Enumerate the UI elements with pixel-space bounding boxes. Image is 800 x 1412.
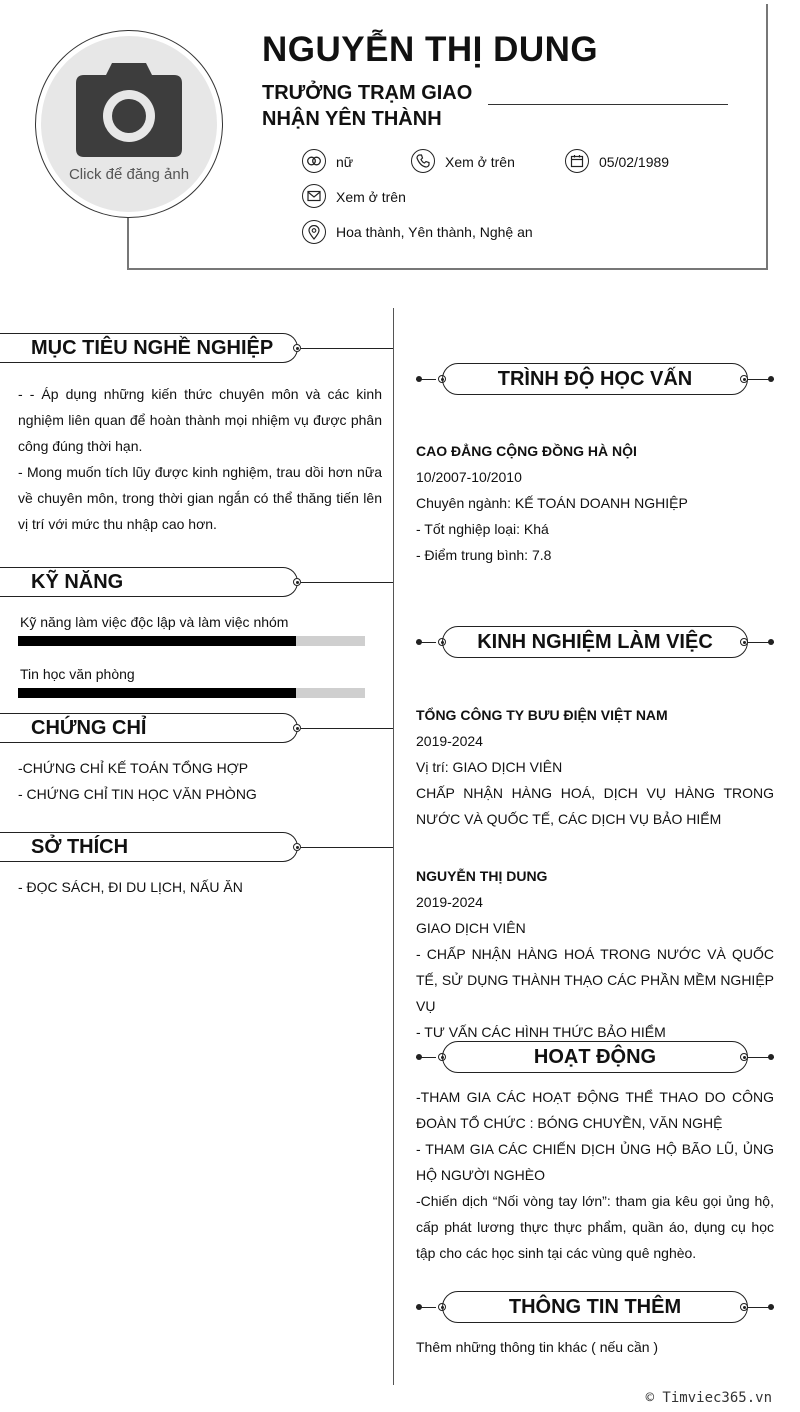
objective-text [18,381,382,537]
objective-paragraph-1: - - Áp dụng những kiến thức chuyên môn và các kinh nghiệm liên quan để hoàn thành mọi nhiệm vụ được phân công đúng thời hạn. [18,386,382,454]
activity-item: -THAM GIA CÁC HOẠT ĐỘNG THỂ THAO DO CÔNG ĐOÀN TỔ CHỨC : BÓNG CHUYỀN, VĂN NGHỆ [416,1089,774,1131]
skill-bar-track [18,636,365,646]
job-description: - TƯ VẤN CÁC HÌNH THỨC BẢO HIỂM [416,1024,666,1040]
title-underline [488,104,728,105]
hobbies-title: SỞ THÍCH [31,836,129,858]
avatar-upload[interactable] [35,30,223,218]
education-entry [416,438,774,568]
job-title [262,80,482,132]
address-value: Hoa thành, Yên thành, Nghệ an [336,224,533,240]
job-period: 2019-2024 [416,894,483,910]
hobbies-text: - ĐỌC SÁCH, ĐI DU LỊCH, NẤU ĂN [18,879,243,895]
email-icon [302,184,326,208]
certificate-item: -CHỨNG CHỈ KẾ TOÁN TỔNG HỢP [18,760,249,776]
location-icon [302,220,326,244]
activities-title: HOẠT ĐỘNG [442,1041,748,1073]
skill-bar-fill [18,636,296,646]
job-description: - CHẤP NHẬN HÀNG HOÁ TRONG NƯỚC VÀ QUỐC TẾ, SỬ DỤNG THÀNH THẠO CÁC PHẦN MỀM NGHIỆP VỤ [416,946,774,1014]
candidate-name: NGUYỄN THỊ DUNG [262,30,599,69]
hobbies-section-header [0,832,393,864]
certificates-section-header [0,713,393,745]
email-value: Xem ở trên [336,189,406,205]
header-frame-left-edge [127,210,129,270]
job-position: GIAO DỊCH VIÊN [416,920,526,936]
phone-value: Xem ở trên [445,154,515,170]
avatar-caption: Click để đăng ảnh [68,166,190,183]
skill-bar-fill [18,688,296,698]
extra-title: THÔNG TIN THÊM [442,1291,748,1323]
job-title-line-1: TRƯỞNG TRẠM GIAO [262,82,473,104]
job-period: 2019-2024 [416,733,483,749]
company-name: NGUYỄN THỊ DUNG [416,868,548,884]
job-title-line-2: NHẬN YÊN THÀNH [262,108,442,130]
experience-title: KINH NGHIỆM LÀM VIỆC [442,626,748,658]
job-position: Vị trí: GIAO DỊCH VIÊN [416,759,563,775]
gender-icon [302,149,326,173]
activity-item: - THAM GIA CÁC CHIẾN DỊCH ỦNG HỘ BÃO LŨ, ỦNG HỘ NGƯỜI NGHÈO [416,1141,774,1183]
calendar-icon [565,149,589,173]
extra-text: Thêm những thông tin khác ( nếu cần ) [416,1339,659,1355]
skill-label: Kỹ năng làm việc độc lập và làm việc nhóm [20,614,289,630]
activities-list [416,1084,774,1266]
watermark-footer: © Timviec365.vn [645,1390,772,1406]
experience-entry [416,702,774,832]
job-description: CHẤP NHẬN HÀNG HOÁ, DỊCH VỤ HÀNG TRONG NƯỚC VÀ QUỐC TẾ, CÁC DỊCH VỤ BẢO HIỂM [416,785,774,827]
education-grade: - Tốt nghiệp loại: Khá [416,521,549,537]
phone-icon [411,149,435,173]
education-title: TRÌNH ĐỘ HỌC VẤN [442,363,748,395]
skill-label: Tin học văn phòng [20,666,135,682]
skills-section-header [0,567,393,599]
activity-item: -Chiến dịch “Nối vòng tay lớn”: tham gia kêu gọi ủng hộ, cấp phát lương thực thực phẩm, quần áo, dụng cụ học tập cho các học sinh tại các vùng quê nghèo. [416,1193,774,1261]
birthday-value: 05/02/1989 [599,154,670,170]
objective-paragraph-2: - Mong muốn tích lũy được kinh nghiệm, trau dồi hơn nữa về chuyên môn, trong thời gian ngắn có thể thăng tiến lên vị trí với mức thu nhập cao hơn. [18,464,382,532]
education-period: 10/2007-10/2010 [416,469,522,485]
objective-title: MỤC TIÊU NGHỀ NGHIỆP [31,337,274,359]
education-gpa: - Điểm trung bình: 7.8 [416,547,552,563]
certificate-item: - CHỨNG CHỈ TIN HỌC VĂN PHÒNG [18,786,257,802]
certificates-list [18,755,257,807]
skill-bar-track [18,688,365,698]
education-major: Chuyên ngành: KẾ TOÁN DOANH NGHIỆP [416,495,688,511]
gender-value: nữ [336,154,354,170]
skills-title: KỸ NĂNG [31,571,124,593]
company-name: TỔNG CÔNG TY BƯU ĐIỆN VIỆT NAM [416,707,668,723]
column-divider [393,308,394,1385]
certificates-title: CHỨNG CHỈ [31,717,147,739]
objective-section-header [0,333,393,365]
experience-entry [416,863,774,1045]
school-name: CAO ĐẲNG CỘNG ĐỒNG HÀ NỘI [416,443,637,459]
camera-icon [76,63,182,157]
